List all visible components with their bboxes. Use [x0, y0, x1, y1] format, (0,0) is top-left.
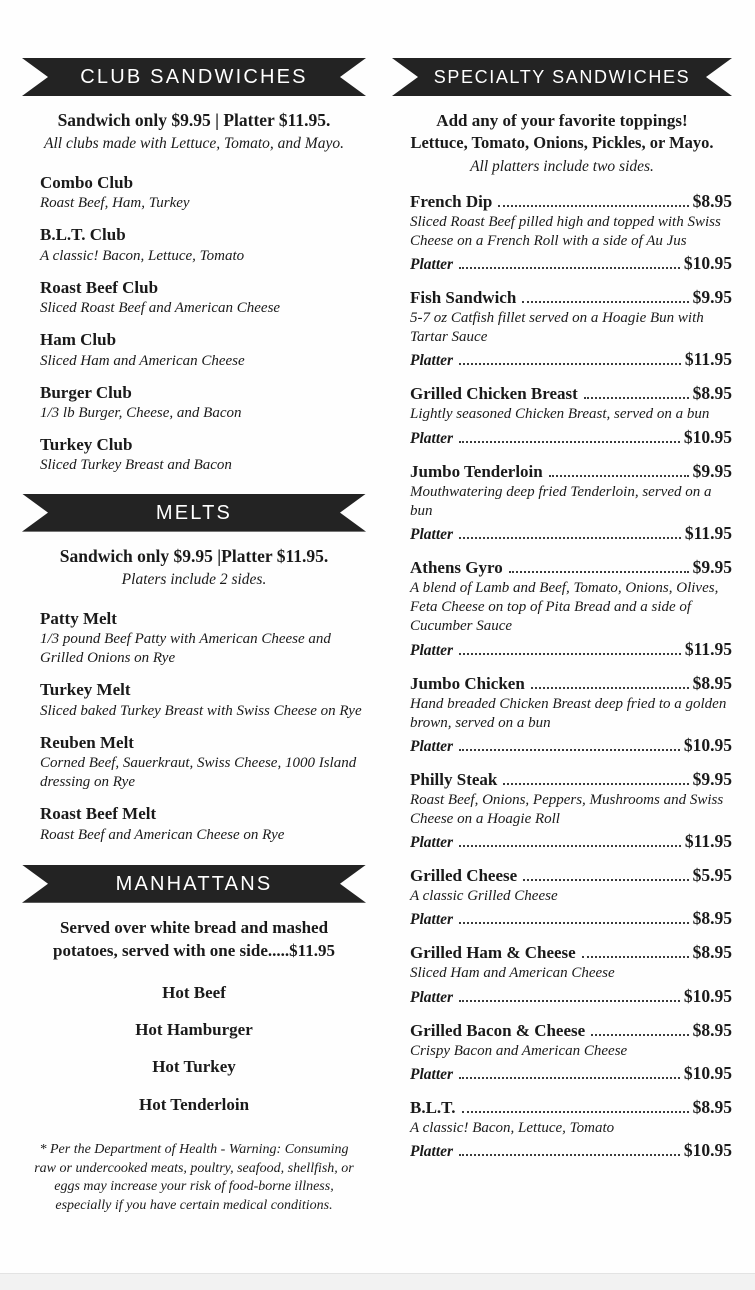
list-item — [392, 383, 732, 447]
list-item — [22, 172, 366, 213]
club-intro — [22, 110, 366, 154]
item-price: $5.95 — [692, 865, 732, 886]
leader-dots — [459, 749, 680, 751]
leader-dots — [523, 879, 688, 881]
toppings-list: Lettuce, Tomato, Onions, Pickles, or Mayo. — [410, 133, 714, 153]
platter-price: $11.95 — [684, 831, 732, 852]
item-description: A classic Grilled Cheese — [410, 888, 558, 905]
platter-price-row — [410, 831, 732, 852]
manhattans-lead-text: Served over white bread and mashed potatoes, served with one side.....$11.95 — [53, 917, 335, 960]
platter-price-row — [410, 908, 732, 929]
leader-dots — [522, 301, 688, 303]
list-item — [392, 191, 732, 274]
platter-price: $11.95 — [684, 522, 732, 543]
platter-price: $10.95 — [683, 985, 732, 1006]
leader-dots — [531, 687, 689, 689]
item-name: Fish Sandwich — [410, 288, 517, 308]
platter-label: Platter — [410, 352, 454, 370]
item-name: Roast Beef Melt — [40, 804, 157, 824]
leader-dots — [549, 475, 689, 477]
platter-price-row — [410, 735, 732, 756]
manhattans-section — [22, 865, 366, 1215]
leader-dots — [462, 1111, 689, 1113]
item-description: 1/3 pound Beef Patty with American Cheese and Grilled Onions on Rye — [40, 630, 331, 667]
item-price-row — [410, 673, 732, 694]
club-price-line: Sandwich only $9.95 | Platter $11.95. — [57, 110, 331, 130]
platter-price: $10.95 — [683, 253, 732, 274]
leader-dots — [459, 267, 680, 269]
list-item — [392, 461, 732, 544]
specialty-sandwiches-banner — [392, 58, 732, 96]
platter-label: Platter — [410, 1065, 454, 1083]
leader-dots — [459, 1077, 680, 1079]
list-item — [392, 769, 732, 852]
item-price: $8.95 — [692, 1096, 732, 1117]
melts-banner-label: MELTS — [155, 501, 233, 524]
list-item — [22, 803, 366, 844]
melts-price-line: Sandwich only $9.95 |Platter $11.95. — [59, 545, 329, 566]
leader-dots — [459, 922, 689, 924]
item-price-row — [410, 942, 732, 963]
leader-dots — [459, 537, 681, 539]
item-name: Burger Club — [40, 382, 132, 402]
list-item — [392, 942, 732, 1006]
leader-dots — [459, 1000, 680, 1002]
platter-label: Platter — [410, 834, 454, 852]
item-description: Crispy Bacon and American Cheese — [410, 1042, 628, 1059]
item-name: Athens Gyro — [410, 557, 503, 577]
item-name: Roast Beef Club — [40, 277, 159, 297]
item-description: Hand breaded Chicken Breast deep fried to a golden brown, served on a bun — [410, 695, 727, 731]
item-name: Jumbo Chicken — [410, 673, 525, 693]
item-price: $8.95 — [692, 383, 732, 404]
club-note: All clubs made with Lettuce, Tomato, and Mayo. — [44, 134, 344, 152]
platter-price-row — [410, 1063, 732, 1084]
item-name: B.L.T. Club — [40, 225, 126, 245]
platter-label: Platter — [410, 737, 454, 755]
leader-dots — [498, 205, 688, 207]
item-price-row — [410, 287, 732, 308]
leader-dots — [459, 1154, 680, 1156]
leader-dots — [582, 956, 689, 958]
leader-dots — [459, 363, 681, 365]
list-item — [22, 224, 366, 265]
item-description: Sliced Roast Beef pilled high and topped with Swiss Cheese on a French Roll with a side of Au Jus — [410, 213, 721, 249]
item-description: A classic! Bacon, Lettuce, Tomato — [410, 1119, 615, 1136]
leader-dots — [459, 653, 681, 655]
item-name: Grilled Bacon & Cheese — [410, 1020, 586, 1040]
melts-intro — [22, 546, 366, 590]
platter-price-row — [410, 349, 732, 370]
platter-price: $10.95 — [683, 1062, 732, 1083]
item-name: Patty Melt — [40, 608, 117, 628]
leader-dots — [591, 1034, 688, 1036]
melts-section — [22, 494, 366, 845]
item-description: Roast Beef, Onions, Peppers, Mushrooms and Swiss Cheese on a Hoagie Roll — [410, 791, 724, 828]
leader-dots — [503, 783, 688, 785]
item-price: $9.95 — [692, 556, 732, 577]
platter-price-row — [410, 253, 732, 274]
platter-price: $10.95 — [683, 734, 732, 755]
club-sandwiches-banner — [22, 58, 366, 96]
platter-price: $10.95 — [683, 426, 732, 447]
list-item — [22, 608, 366, 669]
item-price-row — [410, 769, 732, 790]
item-price: $9.95 — [692, 460, 732, 481]
item-name: Reuben Melt — [40, 732, 134, 752]
item-name: French Dip — [410, 191, 493, 211]
list-item — [392, 287, 732, 370]
item-name: Combo Club — [40, 173, 134, 193]
list-item — [22, 277, 366, 318]
platter-price: $8.95 — [692, 908, 732, 929]
item-price-row — [410, 865, 732, 886]
item-description: Lightly seasoned Chicken Breast, served on a bun — [410, 406, 710, 423]
item-price-row — [410, 383, 732, 404]
item-description: Corned Beef, Sauerkraut, Swiss Cheese, 1000 Island dressing on Rye — [40, 754, 357, 791]
list-item — [392, 1020, 732, 1084]
item-description: Sliced Ham and American Cheese — [410, 965, 615, 982]
item-description: Sliced Roast Beef and American Cheese — [40, 300, 281, 317]
item-description: Roast Beef, Ham, Turkey — [40, 195, 190, 212]
item-description: A blend of Lamb and Beef, Tomato, Onions, Olives, Feta Cheese on top of Pita Bread and a side of Cucumber Sauce — [410, 579, 719, 635]
melts-note: Platers include 2 sides. — [121, 570, 267, 588]
platter-label: Platter — [410, 641, 454, 659]
list-item: Hot Turkey — [152, 1057, 236, 1077]
platter-price-row — [410, 523, 732, 544]
toppings-headline: Add any of your favorite toppings! — [436, 111, 688, 130]
item-name: Turkey Club — [40, 435, 133, 455]
item-name: Grilled Cheese — [410, 866, 518, 886]
platter-label: Platter — [410, 1143, 454, 1161]
item-price: $8.95 — [692, 1019, 732, 1040]
item-description: 1/3 lb Burger, Cheese, and Bacon — [40, 405, 242, 422]
item-description: A classic! Bacon, Lettuce, Tomato — [40, 247, 245, 264]
item-price: $9.95 — [692, 768, 732, 789]
item-description: Sliced Ham and American Cheese — [40, 352, 245, 369]
platter-price-row — [410, 427, 732, 448]
health-warning-text: * Per the Department of Health - Warning: Consuming raw or undercooked meats, poultry, seafood, shellfish, or eggs may increase your risk of food-borne illness, especially if you have certain medical conditions. — [34, 1142, 354, 1213]
item-description: 5-7 oz Catfish fillet served on a Hoagie Bun with Tartar Sauce — [410, 310, 704, 346]
item-description: Sliced baked Turkey Breast with Swiss Cheese on Rye — [40, 702, 362, 719]
list-item — [22, 732, 366, 793]
item-description: Roast Beef and American Cheese on Rye — [40, 826, 285, 843]
leader-dots — [459, 845, 681, 847]
list-item — [22, 329, 366, 370]
item-price: $8.95 — [692, 672, 732, 693]
platter-price: $10.95 — [683, 1140, 732, 1161]
right-column — [392, 58, 732, 1215]
manhattans-banner — [22, 865, 366, 903]
list-item — [22, 434, 366, 475]
platter-label: Platter — [410, 911, 454, 929]
platter-label: Platter — [410, 525, 454, 543]
leader-dots — [459, 441, 680, 443]
item-price-row — [410, 461, 732, 482]
platter-price-row — [410, 639, 732, 660]
list-item — [392, 673, 732, 756]
platter-price-row — [410, 986, 732, 1007]
list-item — [392, 557, 732, 660]
platters-note: All platters include two sides. — [470, 157, 654, 175]
list-item: Hot Beef — [162, 982, 226, 1002]
item-description: Mouthwatering deep fried Tenderloin, served on a bun — [410, 483, 712, 519]
item-price-row — [410, 557, 732, 578]
club-sandwiches-banner-label: CLUB SANDWICHES — [80, 66, 308, 88]
platter-label: Platter — [410, 988, 454, 1006]
item-name: Ham Club — [40, 330, 117, 350]
item-price: $8.95 — [692, 942, 732, 963]
item-name: Grilled Ham & Cheese — [410, 943, 576, 963]
item-price-row — [410, 1020, 732, 1041]
page-bottom-strip — [0, 1273, 755, 1290]
melts-banner — [22, 494, 366, 532]
leader-dots — [509, 571, 689, 573]
item-price-row — [410, 1097, 732, 1118]
platter-price-row — [410, 1140, 732, 1161]
item-name: Grilled Chicken Breast — [410, 384, 578, 404]
leader-dots — [584, 397, 689, 399]
club-sandwiches-section — [22, 58, 366, 476]
platter-price: $11.95 — [684, 349, 732, 370]
item-price-row — [410, 191, 732, 212]
platter-label: Platter — [410, 429, 454, 447]
item-description: Sliced Turkey Breast and Bacon — [40, 457, 232, 474]
list-item — [392, 1097, 732, 1161]
list-item: Hot Tenderloin — [138, 1094, 250, 1114]
platter-label: Platter — [410, 256, 454, 274]
item-name: Jumbo Tenderloin — [410, 461, 543, 481]
list-item — [22, 382, 366, 423]
item-price: $9.95 — [692, 287, 732, 308]
list-item — [22, 679, 366, 720]
item-price: $8.95 — [692, 190, 732, 211]
specialty-sandwiches-banner-label: SPECIALTY SANDWICHES — [433, 67, 691, 87]
left-column — [22, 58, 374, 1215]
list-item — [392, 865, 732, 929]
item-name: Turkey Melt — [40, 680, 131, 700]
manhattans-banner-label: MANHATTANS — [115, 872, 273, 895]
item-name: Philly Steak — [410, 769, 498, 789]
list-item: Hot Hamburger — [135, 1020, 253, 1040]
platter-price: $11.95 — [684, 638, 732, 659]
item-name: B.L.T. — [410, 1097, 456, 1117]
